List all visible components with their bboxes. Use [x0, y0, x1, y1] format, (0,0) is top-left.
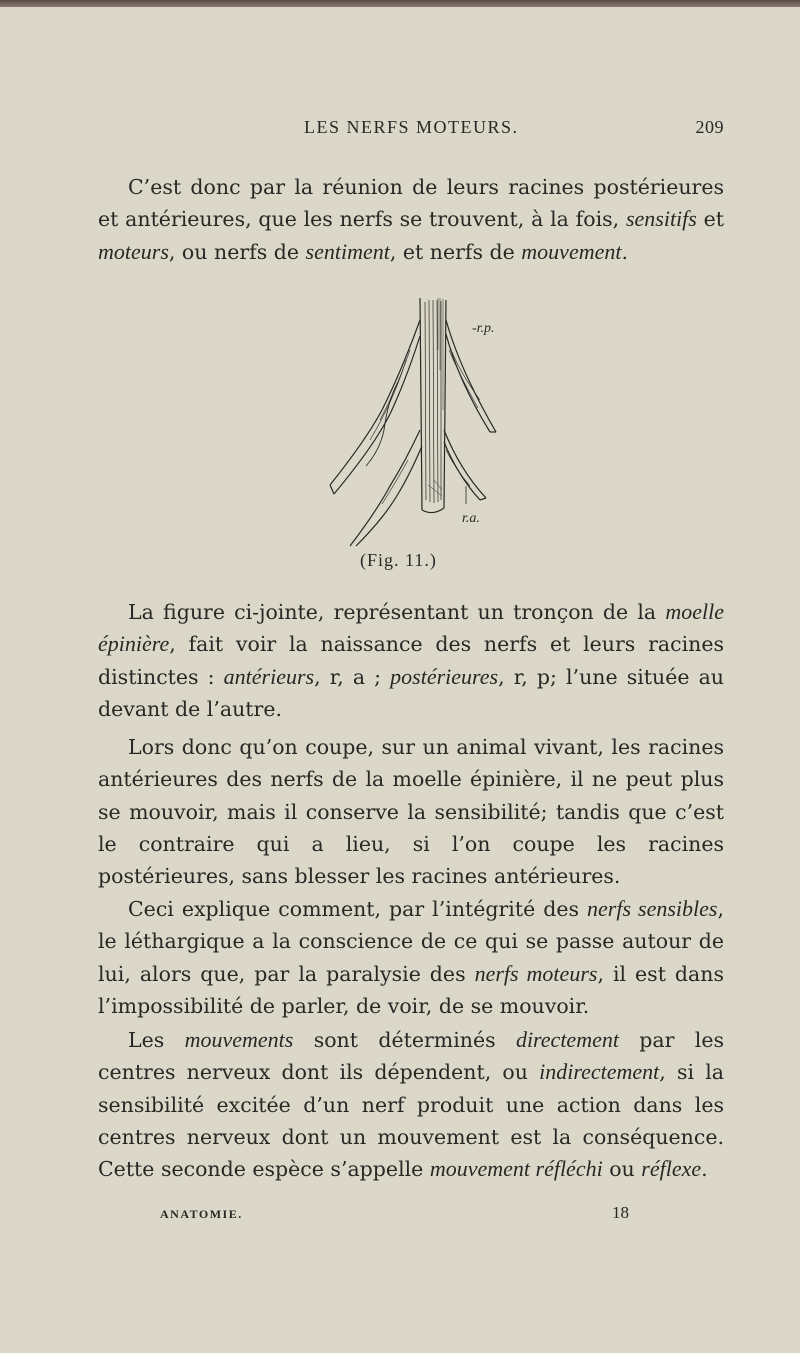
text-run: , r, p; l’une située au devant de l’autre.	[98, 664, 724, 721]
italic-run: réflexe	[641, 1156, 702, 1182]
paragraph-movements	[98, 1024, 724, 1185]
italic-run: indirectement	[539, 1059, 660, 1085]
text-run: .	[701, 1157, 708, 1182]
text-run: , r, a ;	[314, 664, 391, 689]
text-run: Les	[128, 1028, 185, 1052]
paragraph-nerves-sensitive-motor	[98, 171, 724, 268]
italic-run: antérieurs	[223, 663, 315, 689]
text-run: La figure ci-jointe, représentant un tronçon de la	[128, 600, 666, 624]
italic-run: mouvements	[184, 1027, 294, 1052]
italic-run: mouvement réfléchi	[429, 1156, 603, 1182]
page-top-edge	[0, 0, 800, 7]
paragraph-figure-description	[98, 596, 724, 725]
spinal-cord-illustration	[310, 290, 530, 550]
text-run: et	[696, 207, 724, 232]
figure-caption: (Fig. 11.)	[360, 550, 437, 570]
italic-run: postérieures	[390, 663, 499, 689]
text-run: , le léthargique a la conscience de ce qui se passe autour de lui, alors que, par la paralysie des	[98, 897, 724, 986]
italic-run: directement	[515, 1027, 619, 1052]
text-run: ou	[602, 1157, 642, 1182]
spinal-cord-figure	[310, 290, 530, 550]
italic-run: moelle épinière	[98, 599, 724, 657]
text-run: , et nerfs de	[389, 239, 522, 264]
text-run: , fait voir la naissance des nerfs et leurs racines distinctes :	[98, 632, 724, 689]
italic-run: moteurs	[98, 238, 169, 264]
italic-run: sensitifs	[625, 206, 697, 232]
paragraph-cutting-roots	[98, 731, 724, 892]
text-run: , ou nerfs de	[168, 239, 306, 264]
page-number: 209	[695, 117, 724, 137]
italic-run: sentiment	[305, 238, 390, 264]
text-run: C’est donc par la réunion de leurs racines postérieures et antérieures, que les nerfs se trouvent, à la fois,	[98, 175, 724, 232]
text-run: sont déterminés	[293, 1028, 516, 1052]
posterior-root-label: -r.p.	[472, 321, 495, 336]
sheet-number: 18	[612, 1203, 629, 1222]
running-head	[98, 117, 724, 141]
paragraph-lethargic	[98, 893, 724, 1022]
signature-mark: ANATOMIE.	[160, 1207, 243, 1221]
text-run: par les centres nerveux dont ils dépendent, ou	[98, 1028, 724, 1085]
text-run: , si la sensibilité excitée d’un nerf produit une action dans les centres nerveux dont un mouvement est la conséquence. Cette seconde espèce s’appelle	[98, 1060, 724, 1182]
text-run: , il est dans l’impossibilité de parler, de voir, de se mouvoir.	[98, 961, 724, 1018]
text-run: Ceci explique comment, par l’intégrité des	[128, 897, 588, 921]
italic-run: nerfs sensibles	[587, 896, 718, 921]
italic-run: mouvement	[521, 238, 622, 264]
text-run: .	[621, 239, 629, 264]
anterior-root-label: r.a.	[462, 511, 480, 526]
italic-run: nerfs moteurs	[474, 960, 598, 986]
text-run: Lors donc qu’on coupe, sur un animal vivant, les racines antérieures des nerfs de la moelle épinière, il ne peut plus se mouvoir, mais il conserve la sensibilité; tandis que c’est le contraire qui a lieu, si l’on coupe les racines postérieures, sans blesser les racines antérieures.	[98, 735, 724, 889]
running-title: LES NERFS MOTEURS.	[304, 117, 519, 137]
